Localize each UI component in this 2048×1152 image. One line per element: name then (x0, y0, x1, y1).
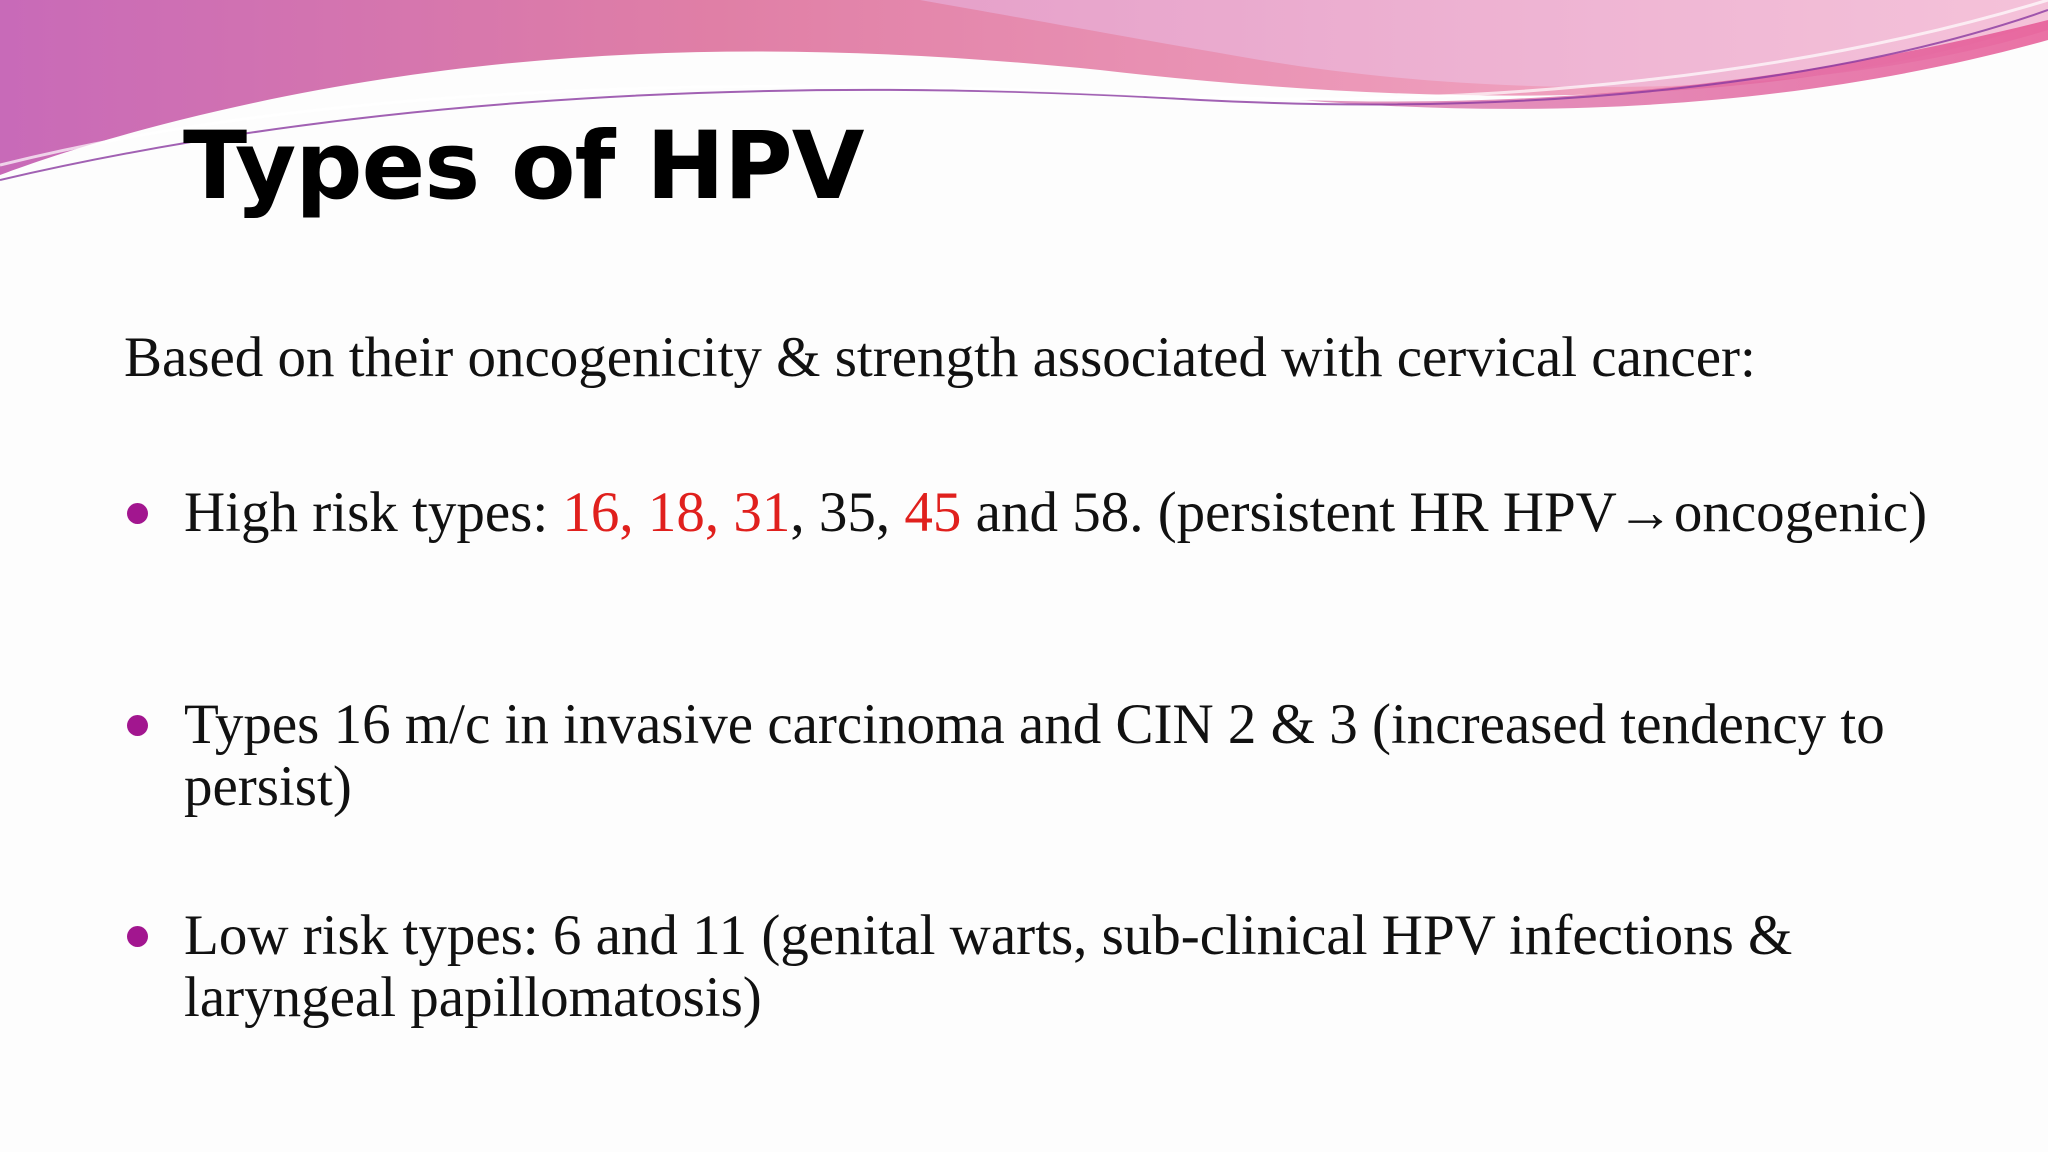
bullet-segment: High risk types: (184, 481, 563, 544)
bullet-dot-icon (127, 503, 148, 524)
intro-text: Based on their oncogenicity & strength associated with cervical cancer: (124, 326, 1756, 389)
bullet-segment: oncogenic) (1673, 481, 1928, 544)
slide-title: Types of HPV (183, 112, 864, 221)
bullet-segment: and 58. (persistent HR HPV (961, 481, 1617, 544)
arrow-icon: → (1616, 481, 1674, 544)
bullet-segment: , 35, (790, 481, 905, 544)
bullet-dot-icon (127, 715, 148, 736)
bullet-text (184, 482, 1964, 544)
high-risk-types-highlight: 16, 18, 31 (562, 481, 791, 544)
bullet-text: Types 16 m/c in invasive carcinoma and CIN 2 & 3 (increased tendency to persist) (184, 693, 1885, 818)
bullet-dot-icon (127, 926, 148, 947)
high-risk-types-highlight: 45 (904, 481, 962, 544)
bullet-text: Low risk types: 6 and 11 (genital warts, sub-clinical HPV infections & laryngeal papillomatosis) (184, 904, 1793, 1029)
